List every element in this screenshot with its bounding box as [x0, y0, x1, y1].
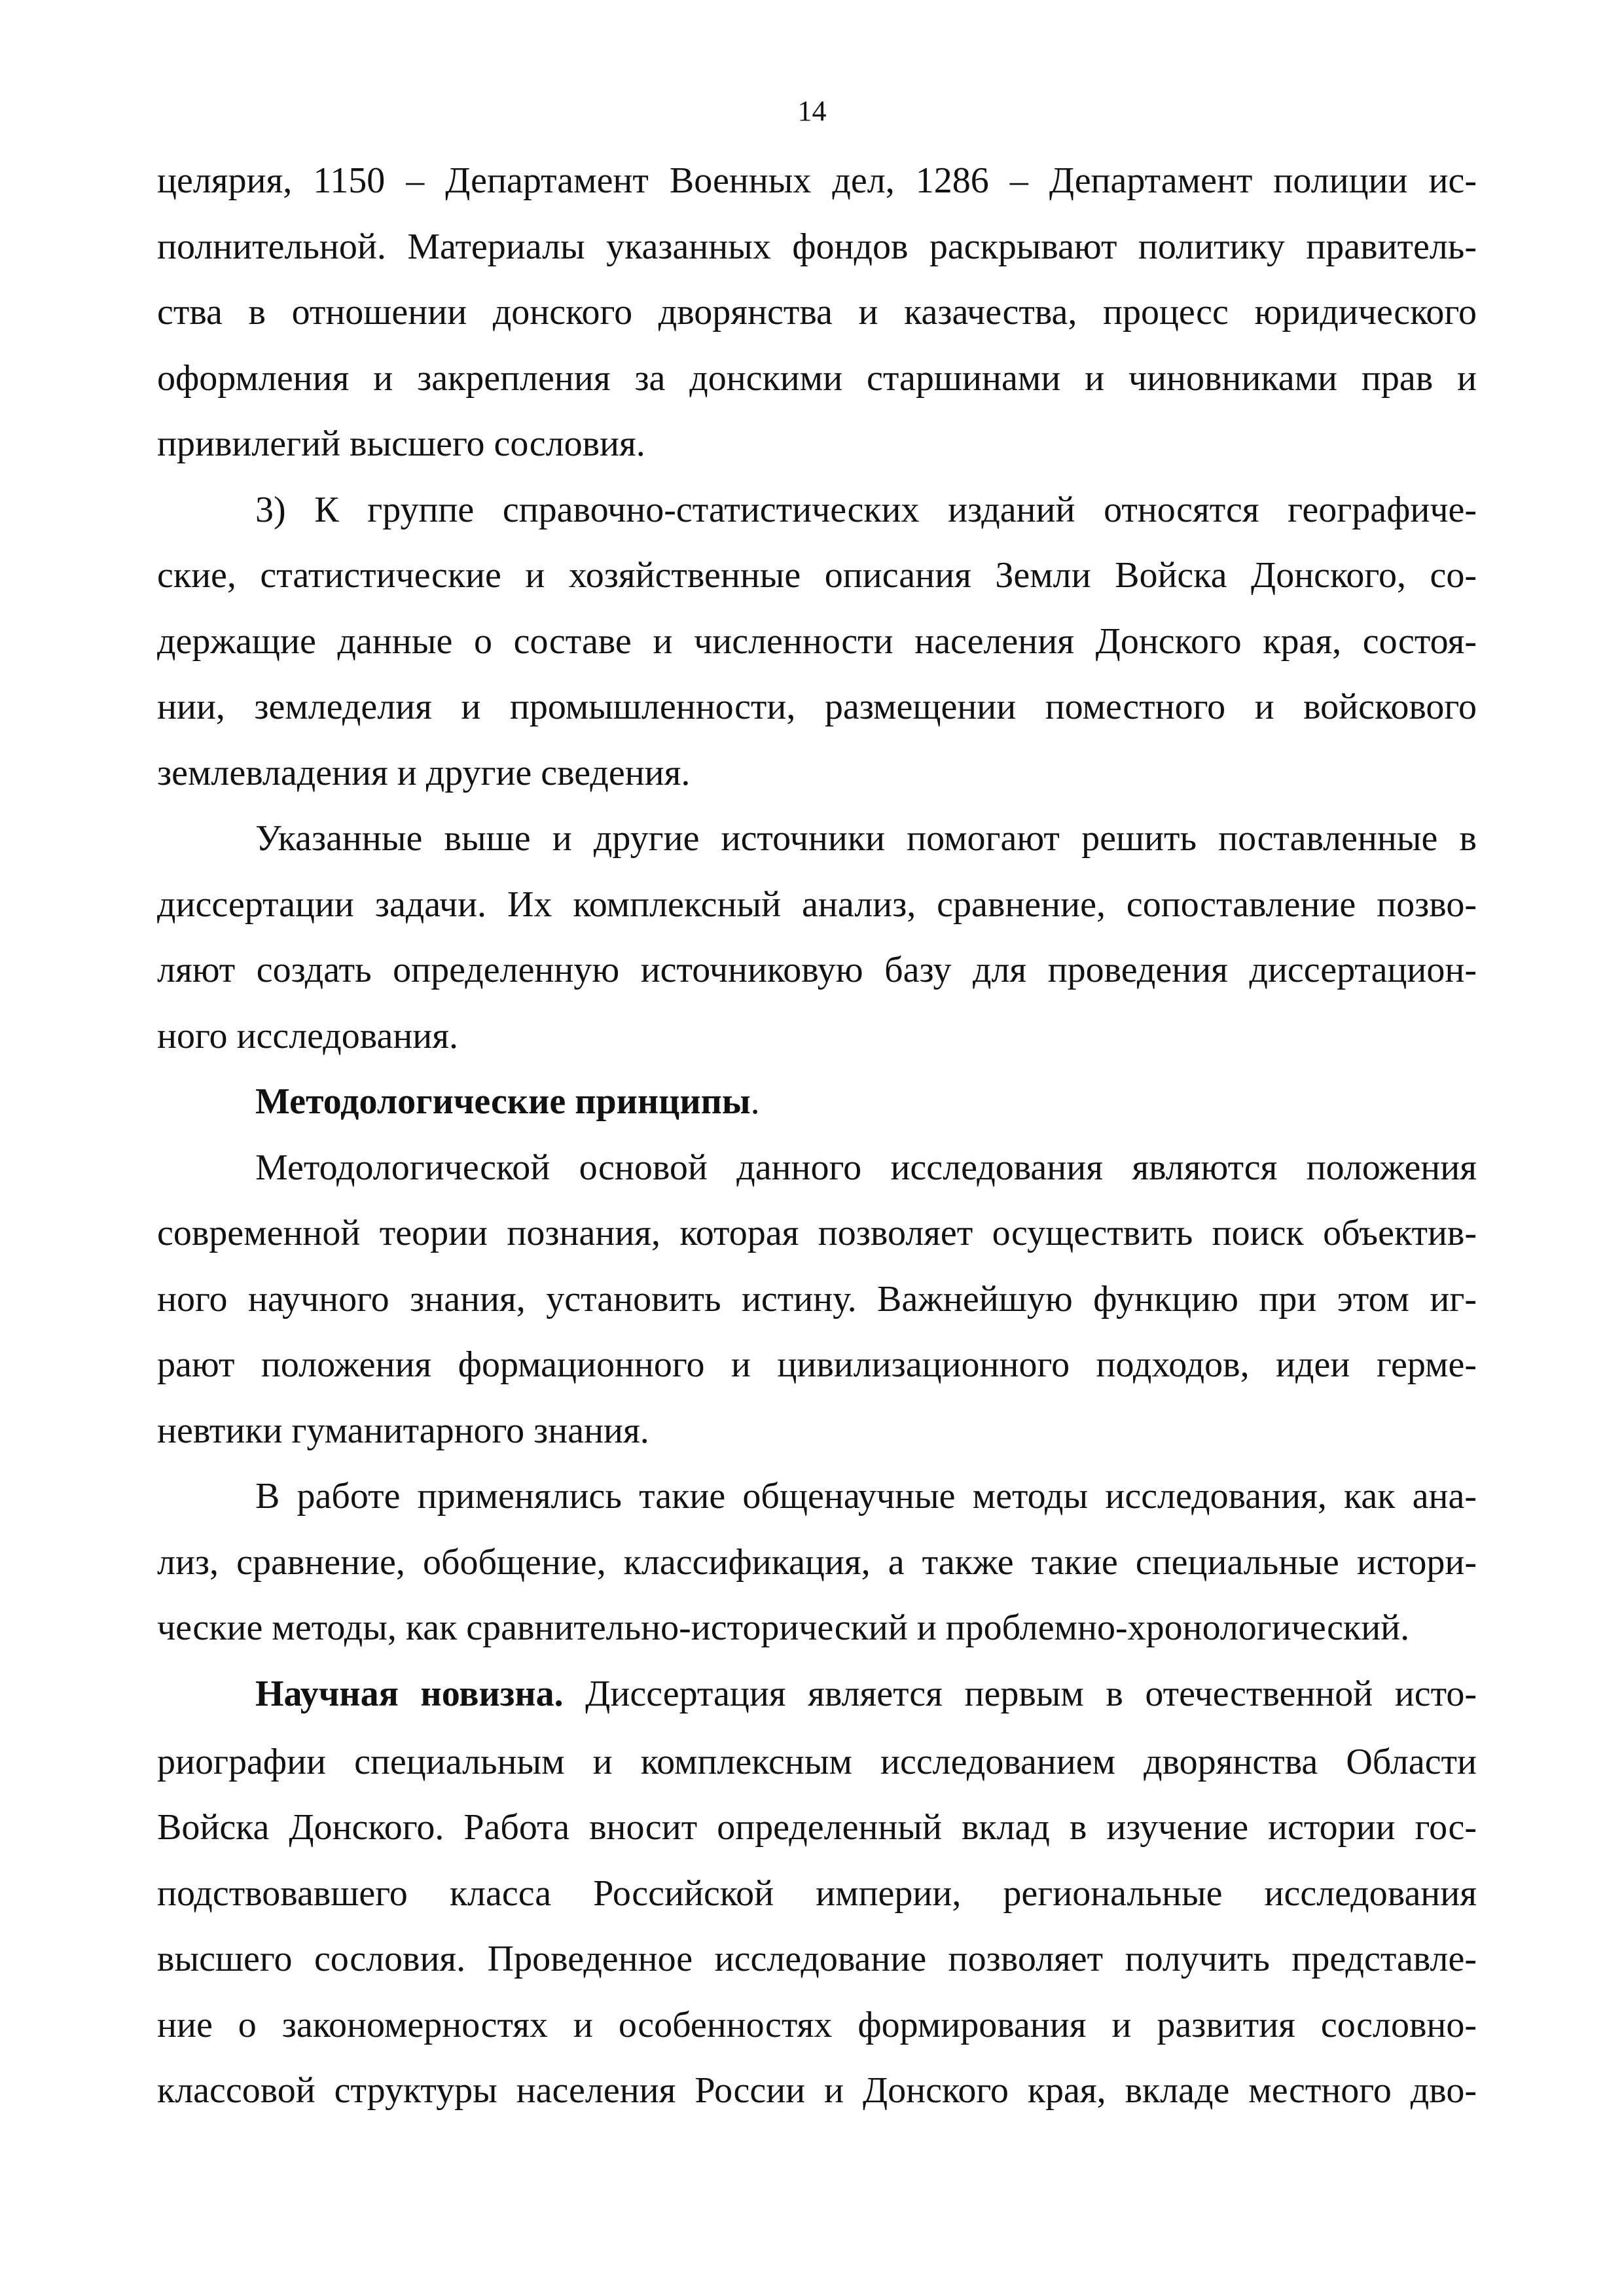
text-line: ляют создать определенную источниковую базу для проведения диссертацион-	[157, 950, 1477, 990]
page-number: 14	[797, 95, 827, 127]
text-line: диссертации задачи. Их комплексный анализ, сравнение, сопоставление позво-	[157, 884, 1477, 925]
paragraph-sources-summary	[157, 806, 1477, 1069]
text-line	[157, 1661, 1477, 1729]
section-heading-methodology	[157, 1069, 1477, 1135]
text-line: риографии специальным и комплексным исследованием дворянства Области	[157, 1741, 1477, 1782]
text-line: рают положения формационного и цивилизационного подходов, идеи герме-	[157, 1344, 1477, 1385]
text-line: ного исследования.	[157, 1015, 459, 1056]
paragraph-archive-funds	[157, 148, 1477, 477]
text-line: невтики гуманитарного знания.	[157, 1410, 649, 1451]
paragraph-scientific-novelty	[157, 1661, 1477, 2124]
heading-text: Методологические принципы	[255, 1081, 751, 1122]
text-line: целярия, 1150 – Департамент Военных дел, 1286 – Департамент полиции ис-	[157, 160, 1477, 201]
text-line: современной теории познания, которая позволяет осуществить поиск объектив-	[157, 1213, 1477, 1253]
text-line: полнительной. Материалы указанных фондов раскрывают политику правитель-	[157, 226, 1477, 267]
text-line: оформления и закрепления за донскими старшинами и чиновниками прав и	[157, 357, 1477, 399]
text-line: ние о закономерностях и особенностях формирования и развития сословно-	[157, 2004, 1477, 2045]
text-line: подствовавшего класса Российской империи, региональные исследования	[157, 1873, 1477, 1914]
text-line: Войска Донского. Работа вносит определенный вклад в изучение истории гос-	[157, 1807, 1477, 1848]
novelty-lead: Научная новизна.	[255, 1673, 564, 1714]
paragraph-methodology	[157, 1135, 1477, 1464]
text-line: 3) К группе справочно-статистических изданий относятся географиче-	[255, 489, 1477, 530]
text-line: высшего сословия. Проведенное исследование позволяет получить представле-	[157, 1939, 1477, 1979]
text-line: нии, земледелия и промышленности, размещении поместного и войскового	[157, 687, 1477, 727]
text-line: привилегий высшего сословия.	[157, 423, 645, 464]
text-line: ческие методы, как сравнительно-исторический и проблемно-хронологический.	[157, 1607, 1410, 1648]
text-line: ские, статистические и хозяйственные описания Земли Войска Донского, со-	[157, 555, 1477, 596]
text-line: землевладения и другие сведения.	[157, 752, 691, 793]
document-body	[157, 148, 1477, 2124]
text-line: ства в отношении донского дворянства и казачества, процесс юридического	[157, 292, 1477, 332]
novelty-first-line: Диссертация является первым в отечественной исто-	[563, 1673, 1477, 1714]
text-line: В работе применялись такие общенаучные методы исследования, как ана-	[255, 1476, 1477, 1516]
text-line: ного научного знания, установить истину. Важнейшую функцию при этом иг-	[157, 1278, 1477, 1319]
heading-tail: .	[750, 1081, 760, 1122]
text-line: лиз, сравнение, обобщение, классификация, а также такие специальные истори-	[157, 1541, 1477, 1583]
paragraph-statistical-publications	[157, 477, 1477, 806]
text-line: классовой структуры населения России и Донского края, вкладе местного дво-	[157, 2070, 1477, 2111]
text-line: Методологической основой данного исследования являются положения	[255, 1147, 1477, 1188]
heading-line	[157, 1069, 1477, 1135]
paragraph-research-methods	[157, 1463, 1477, 1661]
text-line: держащие данные о составе и численности населения Донского края, состоя-	[157, 620, 1477, 662]
text-line: Указанные выше и другие источники помогают решить поставленные в	[255, 818, 1477, 859]
